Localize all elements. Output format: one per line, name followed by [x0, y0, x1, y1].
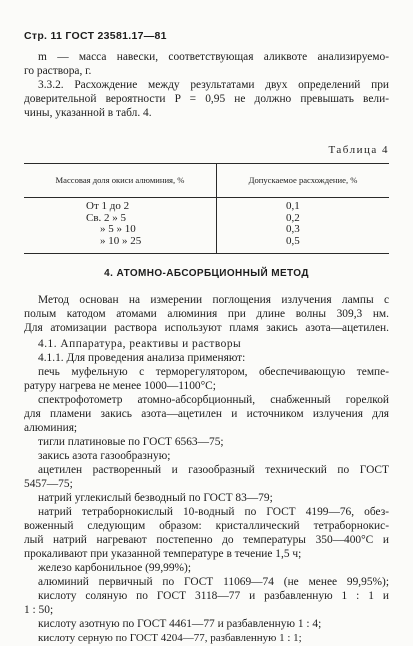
- text-line: 1 : 50;: [24, 604, 54, 616]
- text-line: кислоту азотную по ГОСТ 4461—77 и разбавленную 1 : 4;: [38, 618, 322, 630]
- text-line: кислоту соляную по ГОСТ 3118—77 и разбавленную 1 : 1 и: [38, 590, 389, 602]
- text-line: m — масса навески, соответствующая аликвоте анализируемо-: [38, 51, 389, 63]
- table-cell-value: 0,1: [286, 200, 300, 212]
- text-line: тигли платиновые по ГОСТ 6563—75;: [38, 436, 224, 448]
- table-cell-value: 0,3: [286, 223, 300, 235]
- text-line: доверительной вероятности P = 0,95 не должно превышать вели-: [24, 93, 389, 105]
- text-line: 4.1. Аппаратура, реактивы и растворы: [38, 338, 242, 350]
- table-cell-range: » 5 » 10: [100, 223, 136, 235]
- text-line: натрий углекислый безводный по ГОСТ 83—79;: [38, 492, 273, 504]
- section-title: 4. АТОМНО-АБСОРБЦИОННЫЙ МЕТОД: [104, 268, 309, 279]
- text-line: чины, указанной в табл. 4.: [24, 107, 152, 119]
- text-line: кислоту серную по ГОСТ 4204—77, разбавленную 1 : 1;: [38, 632, 302, 644]
- table-cell-range: Св. 2 » 5: [86, 211, 127, 224]
- table-caption: Таблица 4: [328, 144, 389, 156]
- table-cell-value: 0,2: [286, 211, 300, 224]
- text-line: железо карбонильное (99,99%);: [38, 562, 192, 574]
- text-line: Метод основан на измерении поглощения излучения лампы с: [38, 294, 389, 306]
- table-rule-top: [24, 163, 389, 164]
- text-line: ацетилен растворенный и газообразный технический по ГОСТ: [38, 464, 389, 476]
- text-line: го раствора, г.: [24, 65, 92, 77]
- table-header-col1: Массовая доля окиси алюминия, %: [55, 175, 185, 185]
- text-line: полым катодом атомами алюминия при длине волны 309,3 нм.: [24, 308, 389, 320]
- table-rule-bottom: [24, 253, 389, 254]
- table-header-col2: Допускаемое расхождение, %: [248, 175, 358, 185]
- text-line: для пламени закись азота—ацетилен и источником излучения для: [24, 408, 389, 420]
- table-body-divider: [216, 197, 217, 253]
- text-line: ратуру нагрева не менее 1000—1100°С;: [24, 380, 216, 392]
- text-line: алюминий первичный по ГОСТ 11069—74 (не менее 99,95%);: [38, 576, 389, 588]
- text-line: 5457—75;: [24, 478, 73, 490]
- text-line: 3.3.2. Расхождение между результатами двух определений при: [38, 79, 389, 91]
- text-line: 4.1.1. Для проведения анализа применяют:: [38, 352, 246, 364]
- text-line: закись азота газообразную;: [38, 450, 171, 462]
- text-line: лый натрий нагревают постепенно до температуры 350—400°С и: [24, 534, 389, 546]
- table-cell-range: От 1 до 2: [86, 200, 130, 212]
- text-line: натрий тетраборнокислый 10-водный по ГОСТ 4199—76, обез-: [38, 506, 389, 518]
- table-cell-range: » 10 » 25: [100, 234, 142, 247]
- text-line: Для атомизации раствора используют пламя закись азота—ацетилен.: [24, 322, 389, 334]
- text-line: воженный следующим образом: кристаллический тетраборнокис-: [24, 520, 389, 532]
- text-line: алюминия;: [24, 422, 78, 434]
- page-header: Стр. 11 ГОСТ 23581.17—81: [24, 30, 167, 42]
- text-line: прокаливают при указанной температуре в течение 1,5 ч;: [24, 548, 302, 560]
- table-cell-value: 0,5: [286, 234, 300, 247]
- text-line: печь муфельную с терморегулятором, обеспечивающую темпе-: [38, 366, 389, 378]
- table-rule-header: [24, 197, 389, 198]
- text-line: спектрофотометр атомно-абсорбционный, снабженный горелкой: [38, 394, 389, 406]
